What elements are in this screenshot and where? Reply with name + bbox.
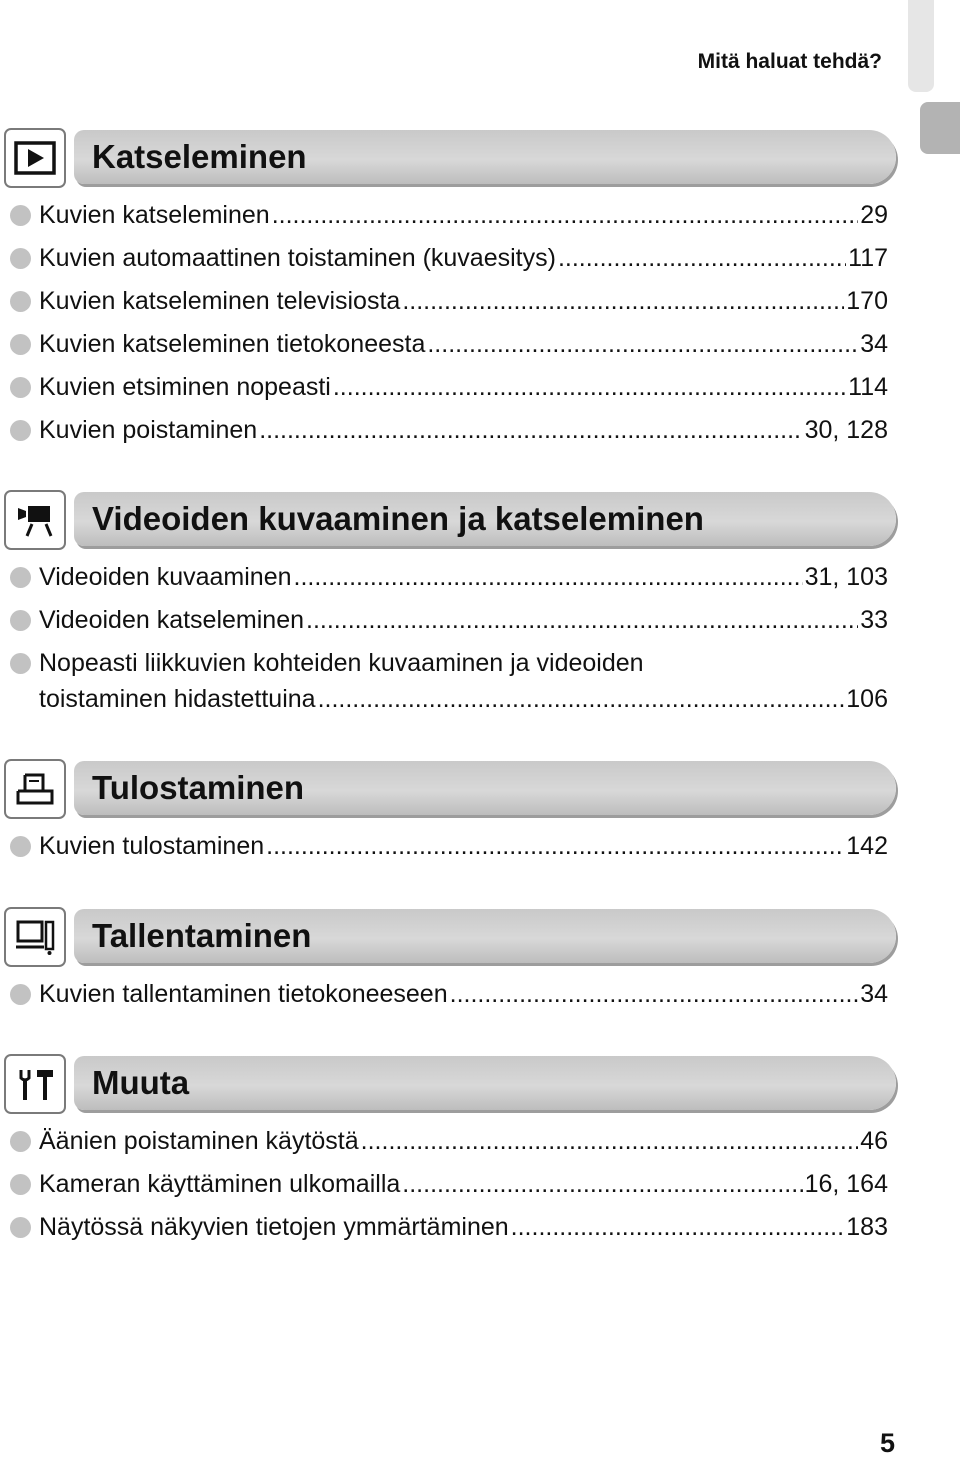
bullet-icon [10,377,31,398]
section-header-tallentaminen [4,907,896,967]
section-title: Videoiden kuvaaminen ja katseleminen [92,500,704,537]
entry-title: Kuvien poistaminen [39,416,258,444]
leader-dots [318,681,845,717]
leader-dots [294,562,803,592]
section-title: Katseleminen [92,138,307,175]
leader-dots [558,243,846,273]
leader-dots [427,329,858,359]
toc-entry[interactable] [10,415,888,445]
page-ref: 30, 128 [804,416,888,444]
page-ref: 29 [860,201,888,229]
page-ref: 170 [846,287,888,315]
entry-title: Kuvien katseleminen [39,201,270,229]
section-title: Muuta [92,1064,190,1101]
bullet-icon [10,420,31,441]
toc-entry[interactable] [10,372,888,402]
bullet-icon [10,836,31,857]
page-ref: 34 [860,980,888,1008]
toc-entry[interactable] [10,243,888,273]
toc-entry[interactable] [10,1126,888,1156]
section-bar [74,492,896,546]
bullet-icon [10,567,31,588]
toc-entry[interactable] [10,200,888,230]
section-header-katseleminen [4,128,896,188]
entry-title: Videoiden katseleminen [39,606,305,634]
entry-title: Kuvien automaattinen toistaminen (kuvaesitys) [39,244,556,272]
toc-entry[interactable] [10,329,888,359]
bullet-icon [10,334,31,355]
page-ref: 33 [860,606,888,634]
toc-entry[interactable] [10,286,888,316]
leader-dots [450,979,859,1009]
entry-title: Kuvien etsiminen nopeasti [39,373,331,401]
computer-icon [4,907,66,967]
bullet-icon [10,205,31,226]
bullet-icon [10,653,31,674]
entry-title: Näytössä näkyvien tietojen ymmärtäminen [39,1213,509,1241]
entry-title: Kuvien tulostaminen [39,832,265,860]
tools-icon [4,1054,66,1114]
toc-entry[interactable] [10,562,888,592]
leader-dots [402,1169,802,1199]
page-ref: 31, 103 [804,563,888,591]
toc-entry[interactable] [10,831,888,861]
bullet-icon [10,1217,31,1238]
bullet-icon [10,291,31,312]
printer-icon [4,759,66,819]
side-tab-active [920,102,960,154]
toc-entry[interactable] [10,1169,888,1199]
section-title: Tulostaminen [92,769,305,806]
section-bar [74,761,896,815]
page-ref: 16, 164 [804,1170,888,1198]
section-bar [74,130,896,184]
toc-entry[interactable] [10,645,888,717]
page-ref: 183 [846,1213,888,1241]
playback-icon [4,128,66,188]
page-ref: 46 [860,1127,888,1155]
page-ref: 117 [848,244,888,272]
entry-title: Videoiden kuvaaminen [39,563,292,591]
section-title: Tallentaminen [92,917,312,954]
section-bar [74,909,896,963]
entry-title: Kameran käyttäminen ulkomailla [39,1170,401,1198]
leader-dots [333,372,846,402]
bullet-icon [10,1131,31,1152]
page-ref: 142 [846,832,888,860]
toc-entry[interactable] [10,979,888,1009]
entry-title: Äänien poistaminen käytöstä [39,1127,359,1155]
page-ref: 34 [860,330,888,358]
entry-title: Kuvien tallentaminen tietokoneeseen [39,980,448,1008]
leader-dots [272,200,858,230]
bullet-icon [10,1174,31,1195]
leader-dots [306,605,858,635]
section-header-videoiden [4,490,896,550]
bullet-icon [10,984,31,1005]
toc-entry[interactable] [10,605,888,635]
side-tab-top [908,0,934,92]
leader-dots [361,1126,859,1156]
section-bar [74,1056,896,1110]
entry-title-line2: toistaminen hidastettuina [39,685,316,713]
leader-dots [259,415,802,445]
page-number: 5 [880,1428,896,1458]
page-ref: 106 [846,685,888,713]
page-ref: 114 [848,373,888,401]
entry-title-line1: Nopeasti liikkuvien kohteiden kuvaaminen ja videoiden [39,649,644,677]
section-header-muuta [4,1054,896,1114]
bullet-icon [10,610,31,631]
bullet-icon [10,248,31,269]
leader-dots [402,286,844,316]
leader-dots [266,831,844,861]
movie-camera-icon [4,490,66,550]
entry-title: Kuvien katseleminen tietokoneesta [39,330,426,358]
entry-title: Kuvien katseleminen televisiosta [39,287,401,315]
toc-entry[interactable] [10,1212,888,1242]
running-head: Mitä haluat tehdä? [697,50,882,73]
leader-dots [511,1212,845,1242]
section-header-tulostaminen [4,759,896,819]
